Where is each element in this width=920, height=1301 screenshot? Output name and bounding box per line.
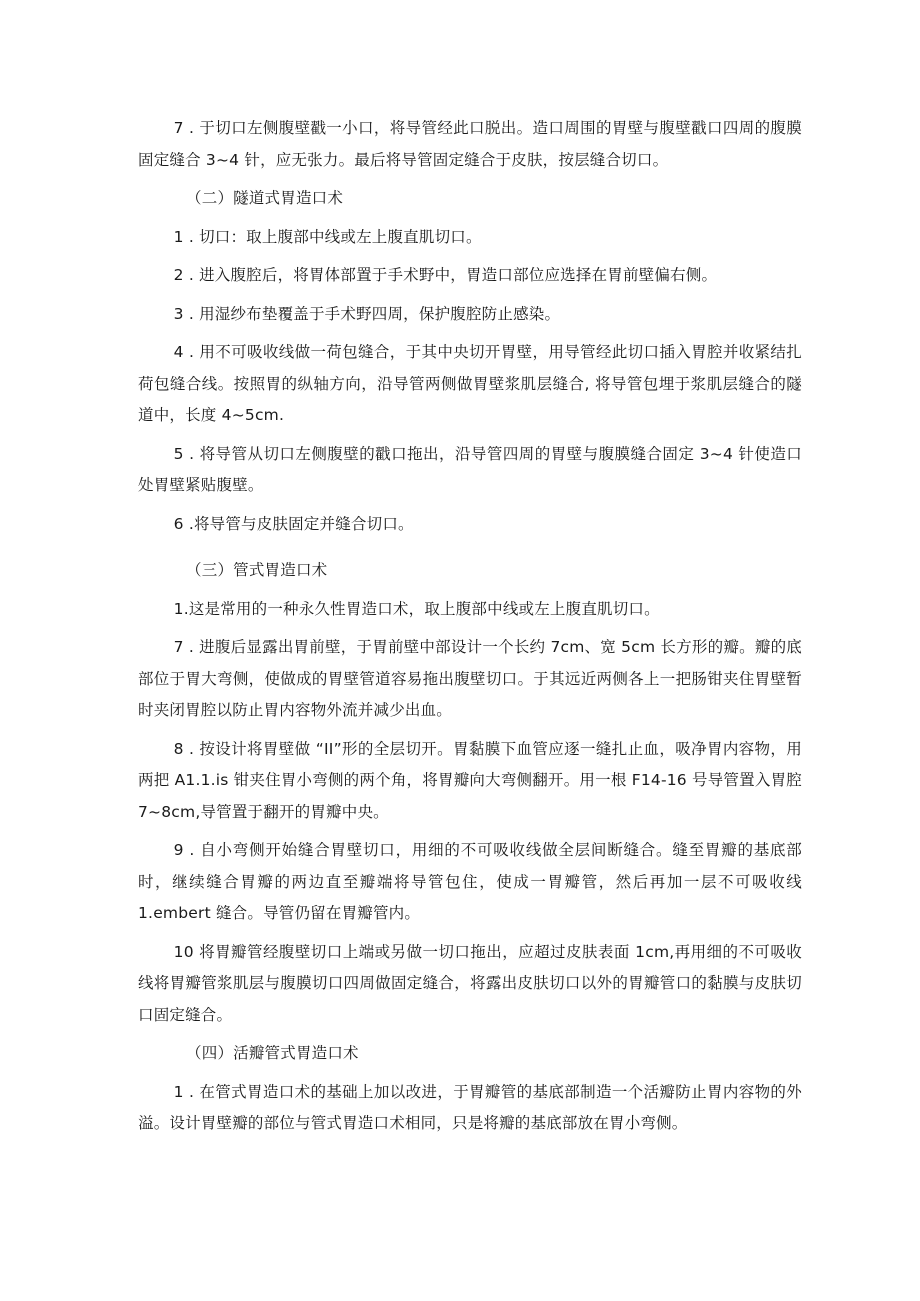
paragraph-step-7-gastric-flap: 7 . 进腹后显露出胃前壁，于胃前壁中部设计一个长约 7cm、宽 5cm 长方形的瓣。瓣的底部位于胃大弯侧，使做成的胃壁管道容易拖出腹壁切口。于其远近两侧各上一把肠钳夹住胃壁暂时夹闭胃腔以防止胃内容物外流并减少出血。 xyxy=(138,638,802,719)
paragraph-step-4-purse-string: 4 . 用不可吸收线做一荷包缝合，于其中央切开胃壁，用导管经此切口插入胃腔并收紧结扎荷包缝合线。按照胃的纵轴方向，沿导管两侧做胃壁浆肌层缝合, 将导管包埋于浆肌层缝合的隧道中，长度 4~5cm. xyxy=(138,343,802,424)
section-heading-tunnel-gastrostomy: （二）隧道式胃造口术 xyxy=(186,189,344,207)
paragraph-step-1-permanent: 1.这是常用的一种永久性胃造口术，取上腹部中线或左上腹直肌切口。 xyxy=(173,599,660,618)
paragraph-step-8-full-thickness: 8 . 按设计将胃壁做 “II”形的全层切开。胃黏膜下血管应逐一缝扎止血，吸净胃内容物，用两把 A1.1.is 钳夹住胃小弯侧的两个角，将胃瓣向大弯侧翻开。用一根 F14-16 号导管置入胃腔 7~8cm,导管置于翻开的胃瓣中央。 xyxy=(138,739,802,821)
paragraph-step-1-valve: 1 . 在管式胃造口术的基础上加以改进，于胃瓣管的基底部制造一个活瓣防止胃内容物的外溢。设计胃壁瓣的部位与管式胃造口术相同，只是将瓣的基底部放在胃小弯侧。 xyxy=(138,1082,802,1132)
paragraph-step-1-incision: 1 . 切口：取上腹部中线或左上腹直肌切口。 xyxy=(173,227,482,246)
section-heading-tubular-gastrostomy: （三）管式胃造口术 xyxy=(186,561,328,579)
paragraph-step-3-cover-field: 3 . 用湿纱布垫覆盖于手术野四周，保护腹腔防止感染。 xyxy=(173,304,561,323)
section-heading-valve-gastrostomy: （四）活瓣管式胃造口术 xyxy=(186,1044,359,1062)
paragraph-step-9-suture: 9 . 自小弯侧开始缝合胃壁切口，用细的不可吸收线做全层间断缝合。缝至胃瓣的基底部时，继续缝合胃瓣的两边直至瓣端将导管包住，使成一胃瓣管，然后再加一层不可吸收线 1.embert 缝合。导管仍留在胃瓣管内。 xyxy=(138,841,802,922)
paragraph-step-7-tube-exit: 7 . 于切口左侧腹壁戳一小口，将导管经此口脱出。造口周围的胃壁与腹壁戳口四周的腹膜固定缝合 3~4 针，应无张力。最后将导管固定缝合于皮肤，按层缝合切口。 xyxy=(138,119,802,169)
document-page xyxy=(138,113,802,1140)
paragraph-step-6-fix-tube: 6 .将导管与皮肤固定并缝合切口。 xyxy=(173,514,414,533)
paragraph-step-2-enter-abdomen: 2 . 进入腹腔后，将胃体部置于手术野中，胃造口部位应选择在胃前壁偏右侧。 xyxy=(173,266,718,284)
paragraph-step-5-pull-tube: 5 . 将导管从切口左侧腹壁的戳口拖出，沿导管四周的胃壁与腹膜缝合固定 3~4 针使造口处胃壁紧贴腹壁。 xyxy=(138,444,802,494)
paragraph-step-10-flap-tube: 10 将胃瓣管经腹壁切口上端或另做一切口拖出，应超过皮肤表面 1cm,再用细的不可吸收线将胃瓣管浆肌层与腹膜切口四周做固定缝合，将露出皮肤切口以外的胃瓣管口的黏膜与皮肤切口固定缝合。 xyxy=(138,942,802,1024)
